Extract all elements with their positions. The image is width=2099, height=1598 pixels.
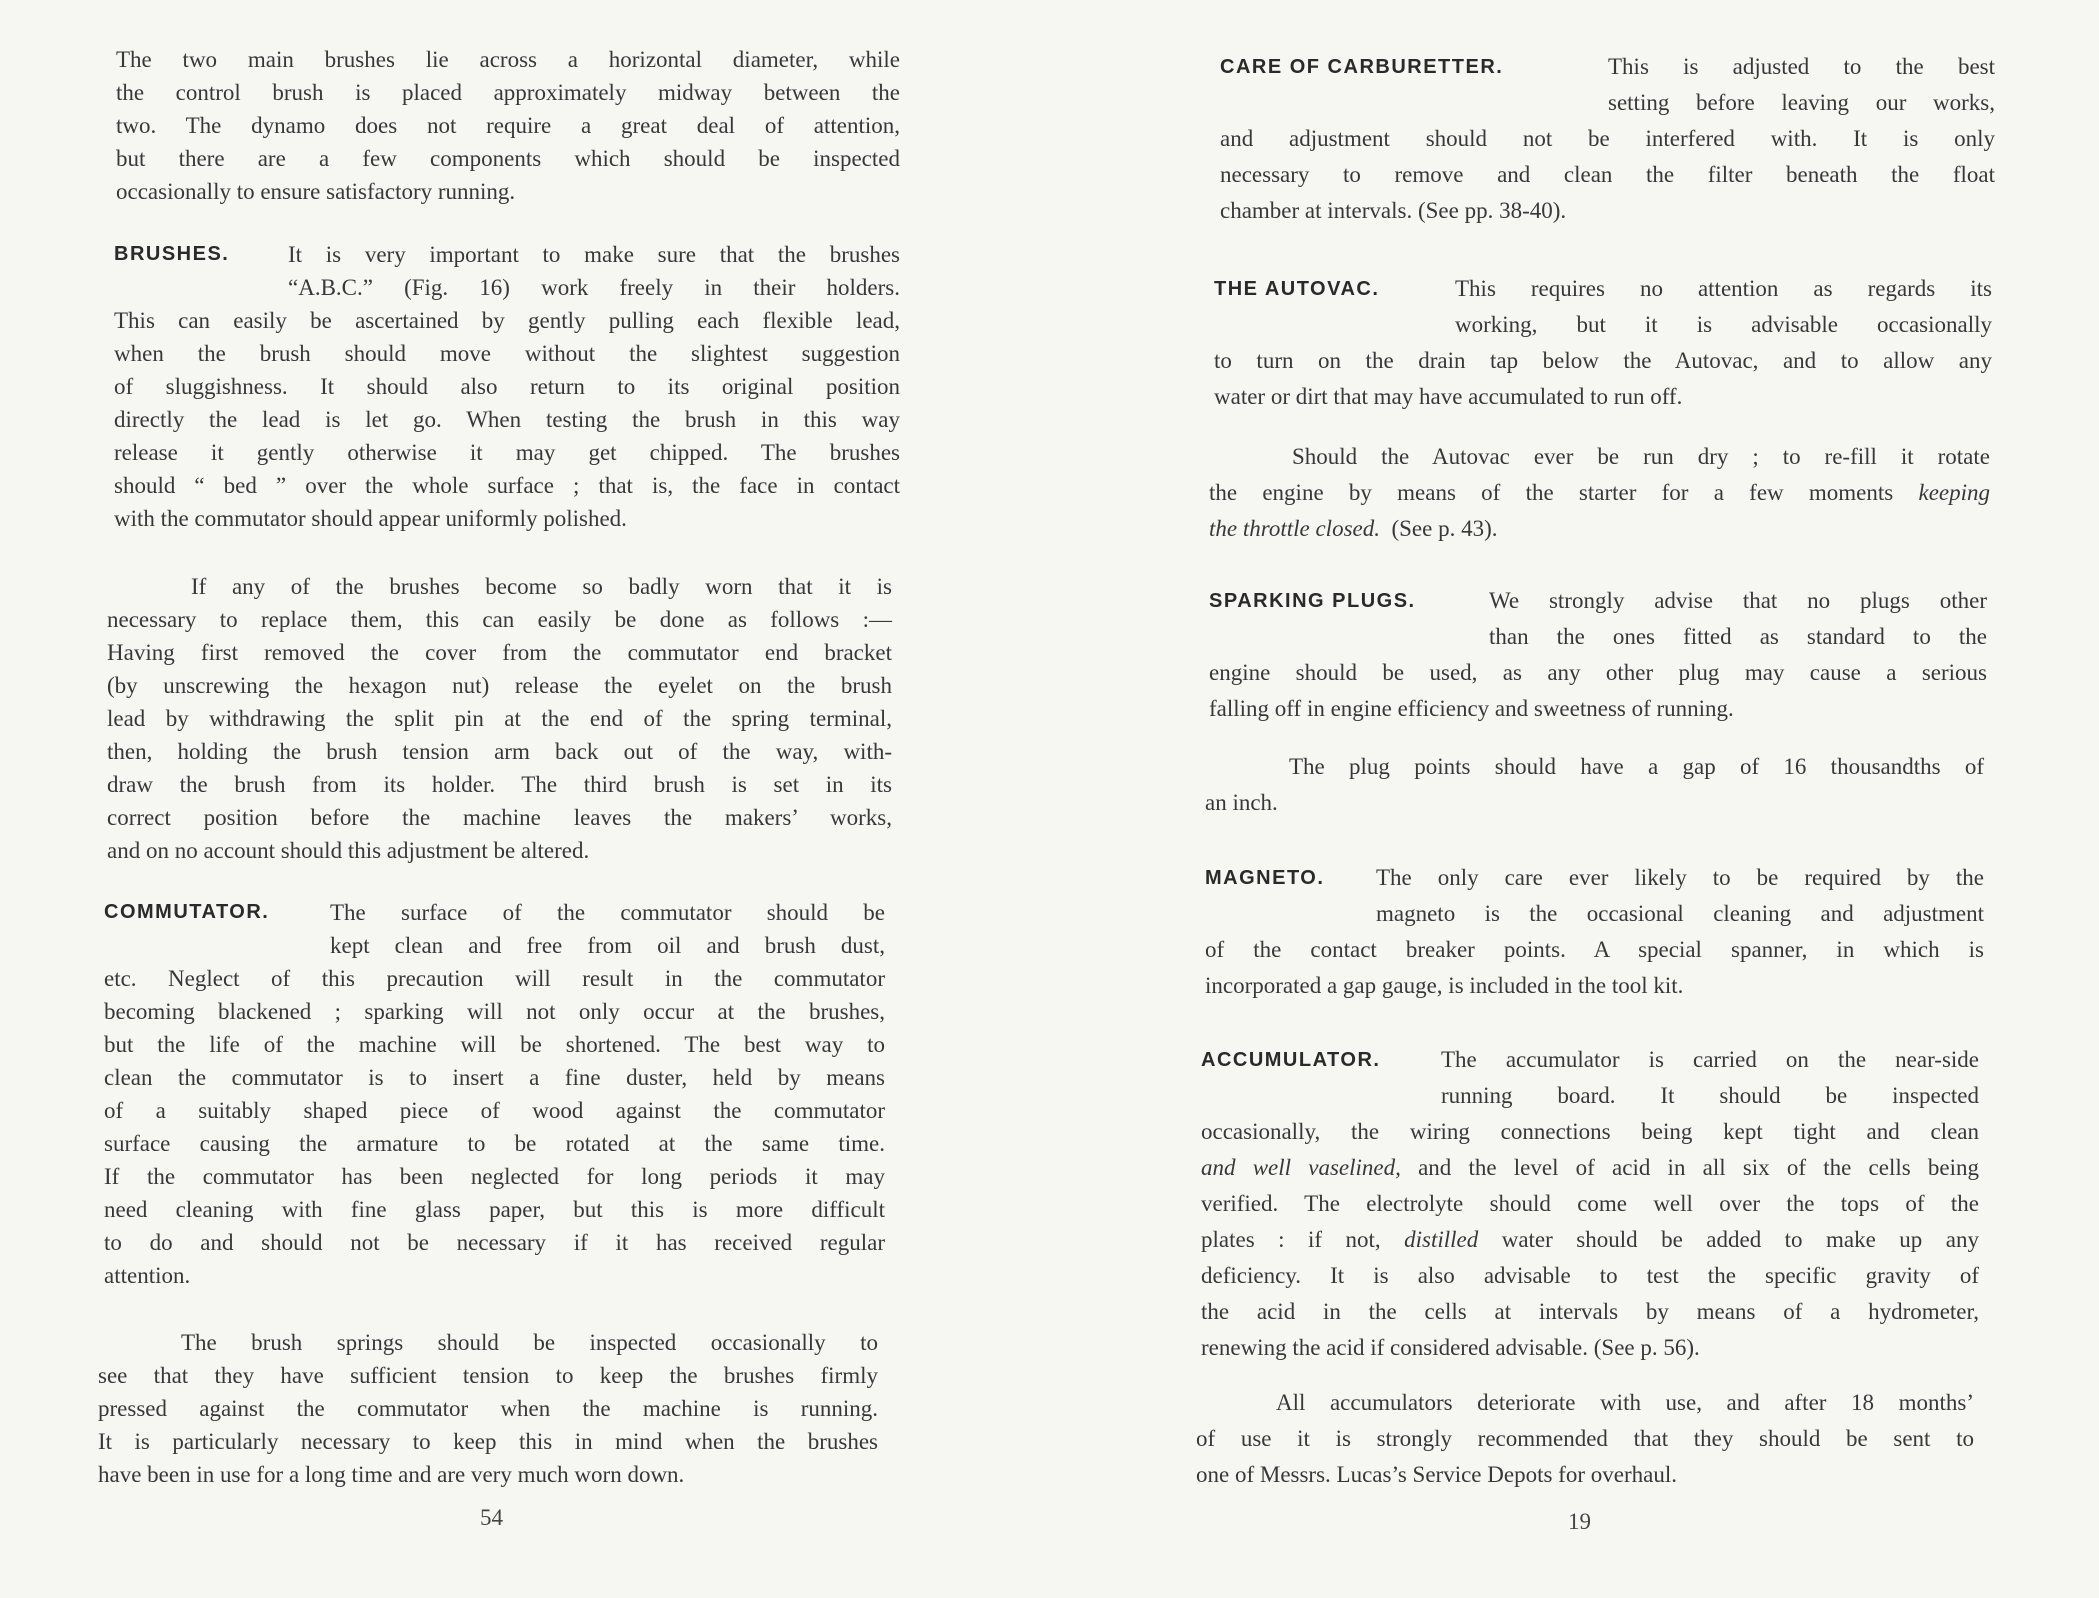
text-line: kept clean and free from oil and brush dust, [330, 933, 885, 958]
text-line: water or dirt that may have accumulated to run off. [1214, 384, 1683, 409]
text-line: All accumulators deteriorate with use, and after 18 months’ [1276, 1390, 1974, 1415]
text-segment: (See p. 43). [1379, 516, 1498, 541]
text-line: incorporated a gap gauge, is included in the tool kit. [1205, 973, 1684, 998]
text-line: draw the brush from its holder. The third brush is set in its [107, 772, 892, 797]
text-line: and adjustment should not be interfered with. It is only [1220, 126, 1995, 151]
text-line: “A.B.C.” (Fig. 16) work freely in their holders. [288, 275, 900, 300]
section-heading: THE AUTOVAC. [1214, 278, 1380, 300]
text-line: We strongly advise that no plugs other [1489, 588, 1987, 613]
text-segment: and the level of acid in all six of the cells being [1400, 1155, 1980, 1180]
section-heading: MAGNETO. [1205, 867, 1325, 889]
text-line: deficiency. It is also advisable to test the specific gravity of [1201, 1263, 1979, 1288]
text-line: The surface of the commutator should be [330, 900, 885, 925]
text-line: have been in use for a long time and are very much worn down. [98, 1462, 685, 1487]
left-page [0, 0, 1040, 1598]
text-line: The accumulator is carried on the near-side [1441, 1047, 1979, 1072]
text-line [1201, 1150, 1979, 1186]
section-heading: BRUSHES. [114, 243, 230, 265]
text-line: The plug points should have a gap of 16 thousandths of [1289, 754, 1984, 779]
text-line: If the commutator has been neglected for long periods it may [104, 1164, 885, 1189]
text-line: to turn on the drain tap below the Autovac, and to allow any [1214, 348, 1992, 373]
text-line: This is adjusted to the best [1608, 54, 1995, 79]
text-line: but the life of the machine will be shortened. The best way to [104, 1032, 885, 1057]
text-line: of a suitably shaped piece of wood against the commutator [104, 1098, 885, 1123]
text-line: It is particularly necessary to keep this in mind when the brushes [98, 1429, 878, 1454]
section-heading: CARE OF CARBURETTER. [1220, 56, 1504, 78]
text-line [1201, 1222, 1979, 1258]
text-line: should “ bed ” over the whole surface ; that is, the face in contact [114, 473, 900, 498]
text-line: of use it is strongly recommended that they should be sent to [1196, 1426, 1974, 1451]
text-line: verified. The electrolyte should come well over the tops of the [1201, 1191, 1979, 1216]
text-line: setting before leaving our works, [1608, 90, 1995, 115]
paragraph [1196, 1385, 1974, 1493]
text-line: but there are a few components which should be inspected [116, 146, 900, 171]
page-number: 54 [480, 1505, 503, 1530]
text-line: release it gently otherwise it may get chipped. The brushes [114, 440, 900, 465]
text-line: falling off in engine efficiency and sweetness of running. [1209, 696, 1734, 721]
section-sparking-plugs [1209, 583, 1987, 727]
text-line: attention. [104, 1263, 191, 1288]
paragraph [107, 570, 892, 867]
text-line: necessary to replace them, this can easily be done as follows :— [107, 607, 892, 632]
paragraph [1205, 749, 1984, 821]
text-line: when the brush should move without the slightest suggestion [114, 341, 900, 366]
text-line: an inch. [1205, 790, 1278, 815]
text-line: Should the Autovac ever be run dry ; to re-fill it rotate [1292, 444, 1990, 469]
text-line: one of Messrs. Lucas’s Service Depots for overhaul. [1196, 1462, 1677, 1487]
right-page [1050, 0, 2099, 1598]
text-line: The two main brushes lie across a horizontal diameter, while [116, 47, 900, 72]
text-line: the acid in the cells at intervals by means of a hydrometer, [1201, 1299, 1979, 1324]
text-line: then, holding the brush tension arm back out of the way, with- [107, 739, 892, 764]
text-line: of sluggishness. It should also return to its original position [114, 374, 900, 399]
section-heading: COMMUTATOR. [104, 901, 270, 923]
section-heading: ACCUMULATOR. [1201, 1049, 1381, 1071]
paragraph [116, 43, 900, 208]
text-segment: plates : if not, [1201, 1227, 1405, 1252]
text-line: etc. Neglect of this precaution will result in the commutator [104, 966, 885, 991]
text-line: This can easily be ascertained by gently pulling each flexible lead, [114, 308, 900, 333]
text-line: This requires no attention as regards its [1455, 276, 1992, 301]
section-commutator [104, 896, 885, 1292]
text-line: renewing the acid if considered advisable. (See p. 56). [1201, 1335, 1700, 1360]
italic-text: the throttle closed. [1209, 516, 1380, 541]
text-line: working, but it is advisable occasionally [1455, 312, 1992, 337]
text-line: becoming blackened ; sparking will not only occur at the brushes, [104, 999, 885, 1024]
text-line: necessary to remove and clean the filter beneath the float [1220, 162, 1995, 187]
italic-text: distilled [1404, 1227, 1479, 1252]
text-line: correct position before the machine leaves the makers’ works, [107, 805, 892, 830]
text-line: two. The dynamo does not require a great deal of attention, [116, 113, 900, 138]
text-line: surface causing the armature to be rotated at the same time. [104, 1131, 885, 1156]
text-segment: the engine by means of the starter for a few moments [1209, 480, 1919, 505]
text-line: running board. It should be inspected [1441, 1083, 1979, 1108]
text-line: The brush springs should be inspected occasionally to [181, 1330, 878, 1355]
text-line: clean the commutator is to insert a fine duster, held by means [104, 1065, 885, 1090]
text-line: of the contact breaker points. A special spanner, in which is [1205, 937, 1984, 962]
text-line [1209, 475, 1990, 511]
text-line: occasionally to ensure satisfactory running. [116, 179, 516, 204]
section-brushes [114, 238, 900, 535]
text-line: (by unscrewing the hexagon nut) release the eyelet on the brush [107, 673, 892, 698]
text-line: It is very important to make sure that the brushes [288, 242, 900, 267]
section-the-autovac [1214, 271, 1992, 415]
text-line: and on no account should this adjustment be altered. [107, 838, 590, 863]
text-segment: water should be added to make up any [1478, 1227, 1979, 1252]
page-number: 19 [1568, 1509, 1591, 1534]
text-line: magneto is the occasional cleaning and adjustment [1376, 901, 1984, 926]
paragraph [98, 1326, 878, 1491]
text-line [1209, 511, 1990, 547]
text-line: occasionally, the wiring connections being kept tight and clean [1201, 1119, 1979, 1144]
text-line: need cleaning with fine glass paper, but this is more difficult [104, 1197, 885, 1222]
text-line: lead by withdrawing the split pin at the end of the spring terminal, [107, 706, 892, 731]
text-line: the control brush is placed approximately midway between the [116, 80, 900, 105]
text-line: than the ones fitted as standard to the [1489, 624, 1987, 649]
section-accumulator [1201, 1042, 1979, 1366]
text-line: see that they have sufficient tension to keep the brushes firmly [98, 1363, 878, 1388]
italic-text: keeping [1918, 480, 1990, 505]
section-magneto [1205, 860, 1984, 1004]
section-care-of-carburetter [1220, 49, 1995, 229]
section-heading: SPARKING PLUGS. [1209, 590, 1416, 612]
text-line: to do and should not be necessary if it has received regular [104, 1230, 885, 1255]
text-line: engine should be used, as any other plug may cause a serious [1209, 660, 1987, 685]
text-line: with the commutator should appear uniformly polished. [114, 506, 627, 531]
italic-text: and well vaselined, [1201, 1155, 1401, 1180]
text-line: The only care ever likely to be required by the [1376, 865, 1984, 890]
text-line: directly the lead is let go. When testing the brush in this way [114, 407, 900, 432]
text-line: If any of the brushes become so badly worn that it is [191, 574, 892, 599]
paragraph [1209, 439, 1990, 547]
text-line: pressed against the commutator when the machine is running. [98, 1396, 878, 1421]
text-line: chamber at intervals. (See pp. 38-40). [1220, 198, 1567, 223]
text-line: Having first removed the cover from the commutator end bracket [107, 640, 892, 665]
